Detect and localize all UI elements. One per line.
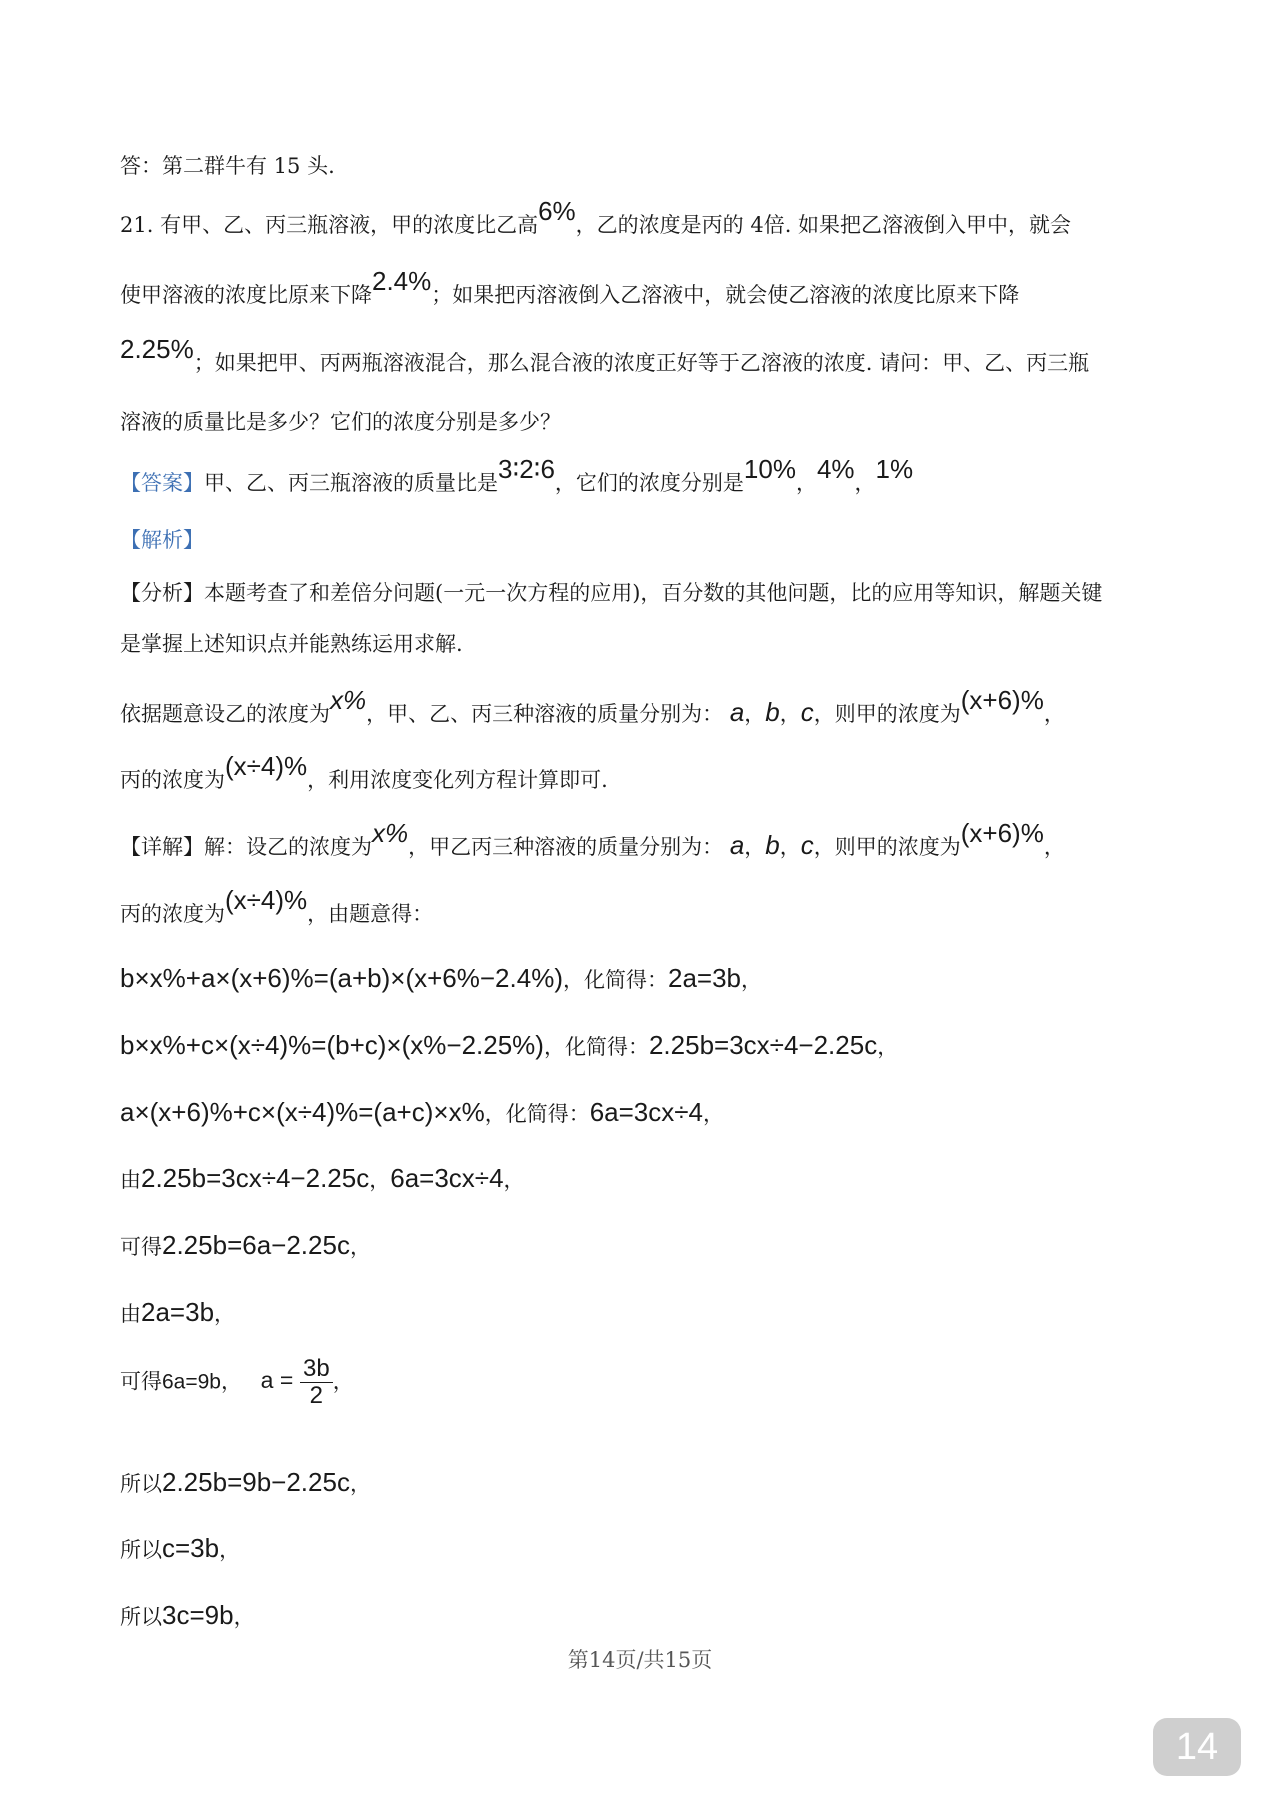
variable-a: a [729,830,745,860]
math-expression: a×(x+6)%+c×(x÷4)%=(a+c)×x% [120,1097,485,1127]
equation-1 [120,963,1180,994]
variable-b: b [765,697,780,727]
text: 【详解】解：设乙的浓度为 [120,835,372,859]
math-expression: 2.25b=3cx÷4−2.25c [648,1030,878,1060]
text: ， [220,1369,242,1394]
math-expression: b×x%+c×(x÷4)%=(b+c)×(x%−2.25%) [120,1030,544,1060]
text: 可得 [120,1235,162,1259]
variable-b: b [765,830,780,860]
text: 丙的浓度为 [120,768,225,792]
page-footer: 第14页/共15页 [567,1648,713,1672]
text: ， [1043,702,1065,726]
math-expression: 2.25b=6a−2.25c [162,1230,350,1260]
text: ， [744,702,766,726]
question-text: 使甲溶液的浓度比原来下降 [120,283,372,307]
detail-line-1 [120,818,1180,861]
concentration-yi: 4% [816,454,855,484]
text: ， [744,835,766,859]
step-1 [120,1163,1180,1194]
step-5 [120,1467,1180,1498]
math-expression: 2.25b=9b−2.25c [162,1467,350,1497]
text: 所以 [120,1472,162,1496]
equation-3 [120,1097,1180,1128]
question-line-4: 溶液的质量比是多少？它们的浓度分别是多少？ [120,410,561,434]
analysis-line-1: 【分析】本题考查了和差倍分问题(一元一次方程的应用)，百分数的其他问题，比的应用等知识，解题关键 [120,581,1103,605]
math-expression: (x+6)% [960,818,1044,848]
text: ，则甲的浓度为 [813,835,961,859]
question-text: ；如果把甲、丙两瓶溶液混合，那么混合液的浓度正好等于乙溶液的浓度. 请问：甲、乙、丙三瓶 [193,351,1090,375]
math-expression: 6a=9b [162,1370,221,1394]
math-expression: b×x%+a×(x+6)%=(a+b)×(x+6%−2.4%) [120,963,563,993]
text: ，甲、乙、丙三种溶液的质量分别为： [366,702,724,726]
text: 由 [120,1168,141,1192]
text: 由 [120,1302,141,1326]
text: ，化简得： [562,968,668,992]
math-expression: a = [260,1367,294,1394]
math-expression: 3c=9b [162,1600,234,1630]
math-expression: 2a=3b [141,1297,215,1327]
math-expression: 2.25b=3cx÷4−2.25c [141,1163,370,1193]
variable-a: a [729,697,745,727]
text: ， [214,1302,236,1326]
step-2 [120,1230,1180,1261]
math-expression: x% [330,685,367,715]
step-3 [120,1297,1180,1328]
question-text: ，乙的浓度是丙的 4倍. 如果把乙溶液倒入甲中，就会 [575,213,1072,237]
analysis-line-2: 是掌握上述知识点并能熟练运用求解. [120,632,463,656]
text: 所以 [120,1538,162,1562]
answer-text: ，它们的浓度分别是 [554,471,744,495]
analysis-line-4 [120,751,1180,794]
math-expression: (x÷4)% [225,751,308,781]
text: 丙的浓度为 [120,902,225,926]
detail-line-2 [120,885,1180,928]
math-expression: 2.25% [120,334,194,364]
answer-line [120,454,1180,497]
step-7 [120,1600,1180,1631]
question-text: 21. 有甲、乙、丙三瓶溶液，甲的浓度比乙高 [120,213,539,237]
variable-c: c [800,830,814,860]
text: ，利用浓度变化列方程计算即可. [307,768,608,792]
text: ， [779,702,801,726]
ratio: 3∶2∶6 [498,454,555,484]
text: ，甲乙丙三种溶液的质量分别为： [408,835,724,859]
text: ，化简得： [484,1102,590,1126]
math-expression: c=3b [162,1533,220,1563]
text: ， [219,1538,241,1562]
math-expression: 6a=3cx÷4 [589,1097,703,1127]
text: ， [877,1035,899,1059]
answer-text: 甲、乙、丙三瓶溶液的质量比是 [204,471,498,495]
question-line-2 [120,266,1180,309]
text: ， [369,1168,391,1192]
separator: ， [854,471,876,495]
question-line-3 [120,334,1180,377]
text: ， [779,835,801,859]
previous-answer: 答：第二群牛有 15 头. [120,154,335,178]
text: ，则甲的浓度为 [813,702,961,726]
page-number-badge[interactable]: 14 [1153,1718,1241,1776]
math-expression: 6a=3cx÷4 [390,1163,504,1193]
fraction-numerator: 3b [300,1356,333,1383]
text: 所以 [120,1605,162,1629]
math-expression: 6% [538,196,576,226]
answer-tag: 【答案】 [120,471,204,495]
math-expression: 2a=3b [667,963,742,993]
text: 依据题意设乙的浓度为 [120,702,330,726]
equation-2 [120,1030,1180,1061]
math-expression: x% [372,818,409,848]
text: ， [1043,835,1065,859]
fraction [300,1356,333,1410]
math-expression: 2.4% [372,266,432,296]
concentration-bing: 1% [875,454,914,484]
math-expression: (x÷4)% [225,885,308,915]
question-text: ；如果把丙溶液倒入乙溶液中，就会使乙溶液的浓度比原来下降 [431,283,1020,307]
text: ， [349,1235,371,1259]
step-4 [120,1356,1180,1410]
text: ，化简得： [543,1035,649,1059]
step-6 [120,1533,1180,1564]
analysis-tag: 【解析】 [120,528,204,552]
analysis-line-3 [120,685,1180,728]
text: ， [332,1369,354,1394]
text: ， [233,1605,255,1629]
text: ， [741,968,763,992]
fraction-denominator: 2 [309,1382,324,1410]
question-line-1 [120,196,1180,239]
text: ， [703,1102,724,1126]
text: ， [503,1168,525,1192]
text: 可得 [120,1369,162,1394]
text: ，由题意得： [307,902,434,926]
variable-c: c [800,697,814,727]
separator: ， [795,471,817,495]
text: ， [349,1472,371,1496]
concentration-jia: 10% [743,454,796,484]
math-expression: (x+6)% [960,685,1044,715]
